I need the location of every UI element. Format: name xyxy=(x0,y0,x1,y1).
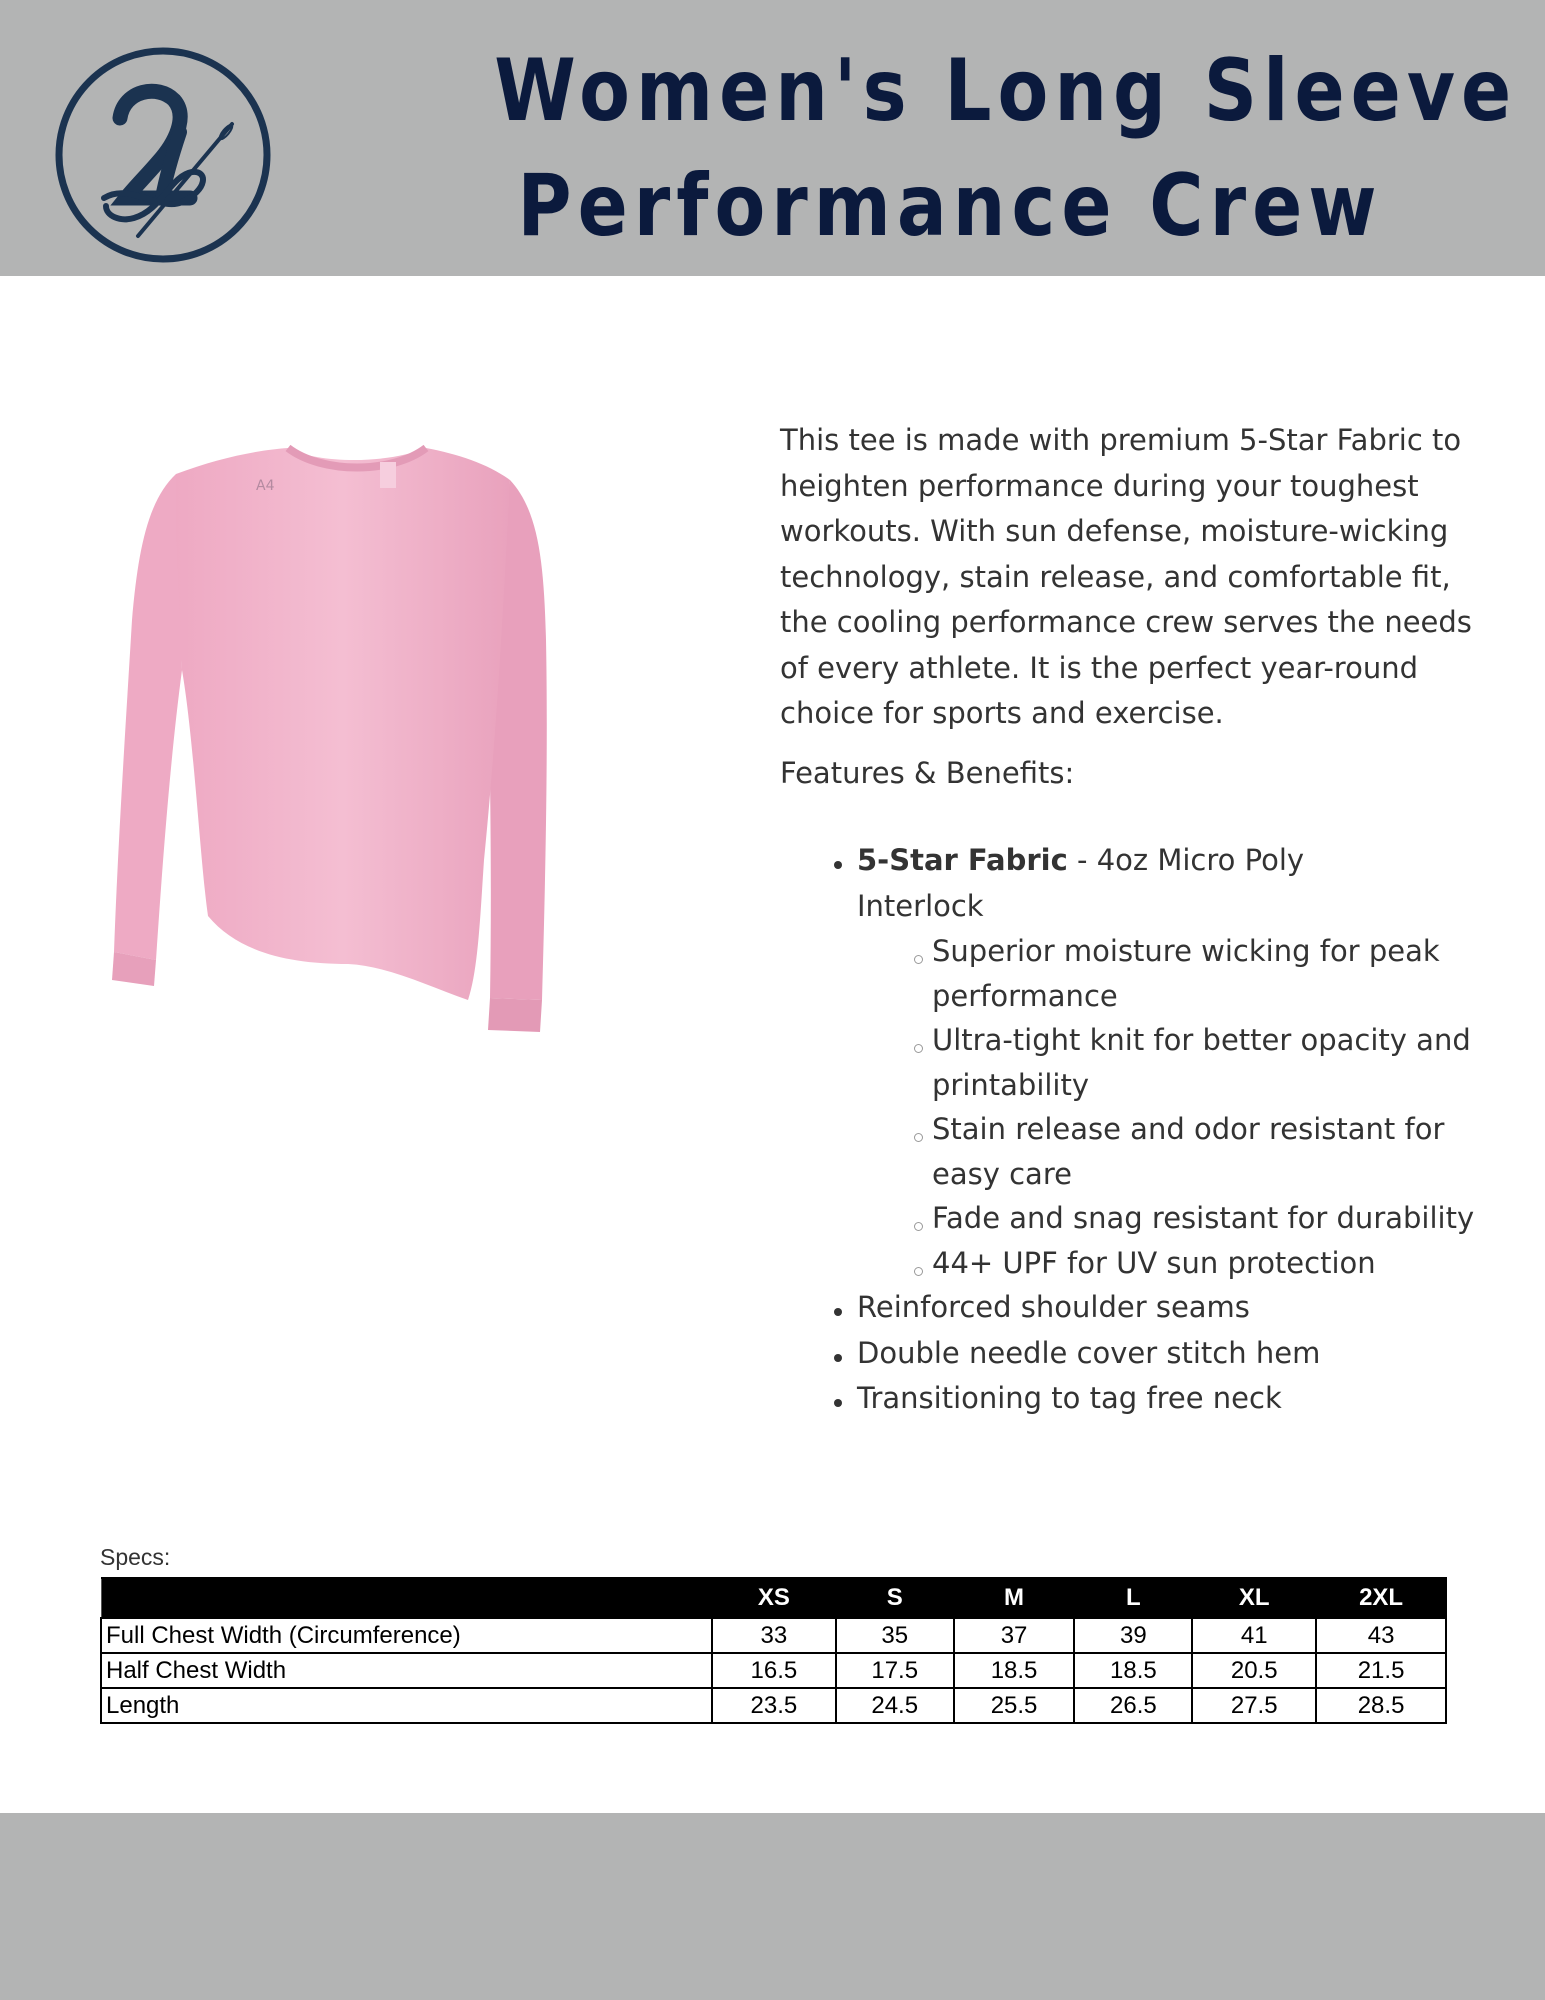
table-cell: 21.5 xyxy=(1316,1653,1446,1688)
table-header: L xyxy=(1074,1578,1192,1618)
2l-needle-monogram-logo xyxy=(54,46,272,264)
table-header-blank xyxy=(101,1578,712,1618)
table-cell: 35 xyxy=(836,1618,954,1653)
list-item: Transitioning to tag free neck xyxy=(780,1376,1480,1422)
table-cell: Half Chest Width xyxy=(101,1653,712,1688)
table-cell: 25.5 xyxy=(954,1688,1075,1723)
table-cell: 28.5 xyxy=(1316,1688,1446,1723)
title-line-2: Performance Crew xyxy=(517,156,1383,256)
table-cell: 39 xyxy=(1074,1618,1192,1653)
table-cell: 43 xyxy=(1316,1618,1446,1653)
fabric-detail: - 4oz Micro Poly Interlock xyxy=(857,843,1305,923)
table-header-row xyxy=(101,1578,1446,1618)
table-header: XL xyxy=(1192,1578,1316,1618)
table-cell: 18.5 xyxy=(1074,1653,1192,1688)
table-header: XS xyxy=(712,1578,836,1618)
table-cell: 41 xyxy=(1192,1618,1316,1653)
table-header: 2XL xyxy=(1316,1578,1446,1618)
table-cell: 27.5 xyxy=(1192,1688,1316,1723)
table-cell: 37 xyxy=(954,1618,1075,1653)
list-item: Reinforced shoulder seams xyxy=(780,1285,1480,1331)
specs-table xyxy=(100,1577,1447,1724)
fabric-sub-list xyxy=(857,929,1480,1285)
table-cell: 26.5 xyxy=(1074,1688,1192,1723)
list-item: Superior moisture wicking for peak performance xyxy=(857,929,1480,1018)
product-description: This tee is made with premium 5-Star Fabric to heighten performance during your toughest workouts. With sun defense, moisture-wicking technology, stain release, and comfortable fit, the cooling performance crew serves the needs of every athlete. It is the perfect year-round choice for sports and exercise. xyxy=(780,423,1472,730)
table-cell: 16.5 xyxy=(712,1653,836,1688)
table-row xyxy=(101,1618,1446,1653)
fabric-name: 5-Star Fabric xyxy=(857,843,1068,877)
table-cell: 33 xyxy=(712,1618,836,1653)
specs-label: Specs: xyxy=(100,1544,171,1570)
table-header: S xyxy=(836,1578,954,1618)
table-cell: 17.5 xyxy=(836,1653,954,1688)
table-cell: 20.5 xyxy=(1192,1653,1316,1688)
table-row xyxy=(101,1688,1446,1723)
table-cell: Full Chest Width (Circumference) xyxy=(101,1618,712,1653)
header-band xyxy=(0,0,1545,276)
features-list xyxy=(780,838,1480,1422)
list-item: Double needle cover stitch hem xyxy=(780,1331,1480,1377)
table-cell: Length xyxy=(101,1688,712,1723)
fabric-feature xyxy=(857,838,1307,929)
svg-text:A4: A4 xyxy=(256,478,275,494)
product-content xyxy=(780,418,1480,1422)
page-title xyxy=(494,34,1518,264)
list-item: Stain release and odor resistant for easy care xyxy=(857,1107,1480,1196)
pink-long-sleeve-shirt xyxy=(108,440,578,1060)
table-row xyxy=(101,1653,1446,1688)
list-item: Fade and snag resistant for durability xyxy=(857,1196,1480,1241)
footer-band xyxy=(0,1813,1545,2000)
table-cell: 23.5 xyxy=(712,1688,836,1723)
table-cell: 18.5 xyxy=(954,1653,1075,1688)
features-heading: Features & Benefits: xyxy=(780,755,1075,790)
title-line-1: Women's Long Sleeve xyxy=(494,41,1518,141)
table-cell: 24.5 xyxy=(836,1688,954,1723)
list-item: 44+ UPF for UV sun protection xyxy=(857,1241,1480,1286)
table-header: M xyxy=(954,1578,1075,1618)
list-item xyxy=(780,838,1480,1285)
list-item: Ultra-tight knit for better opacity and printability xyxy=(857,1018,1480,1107)
